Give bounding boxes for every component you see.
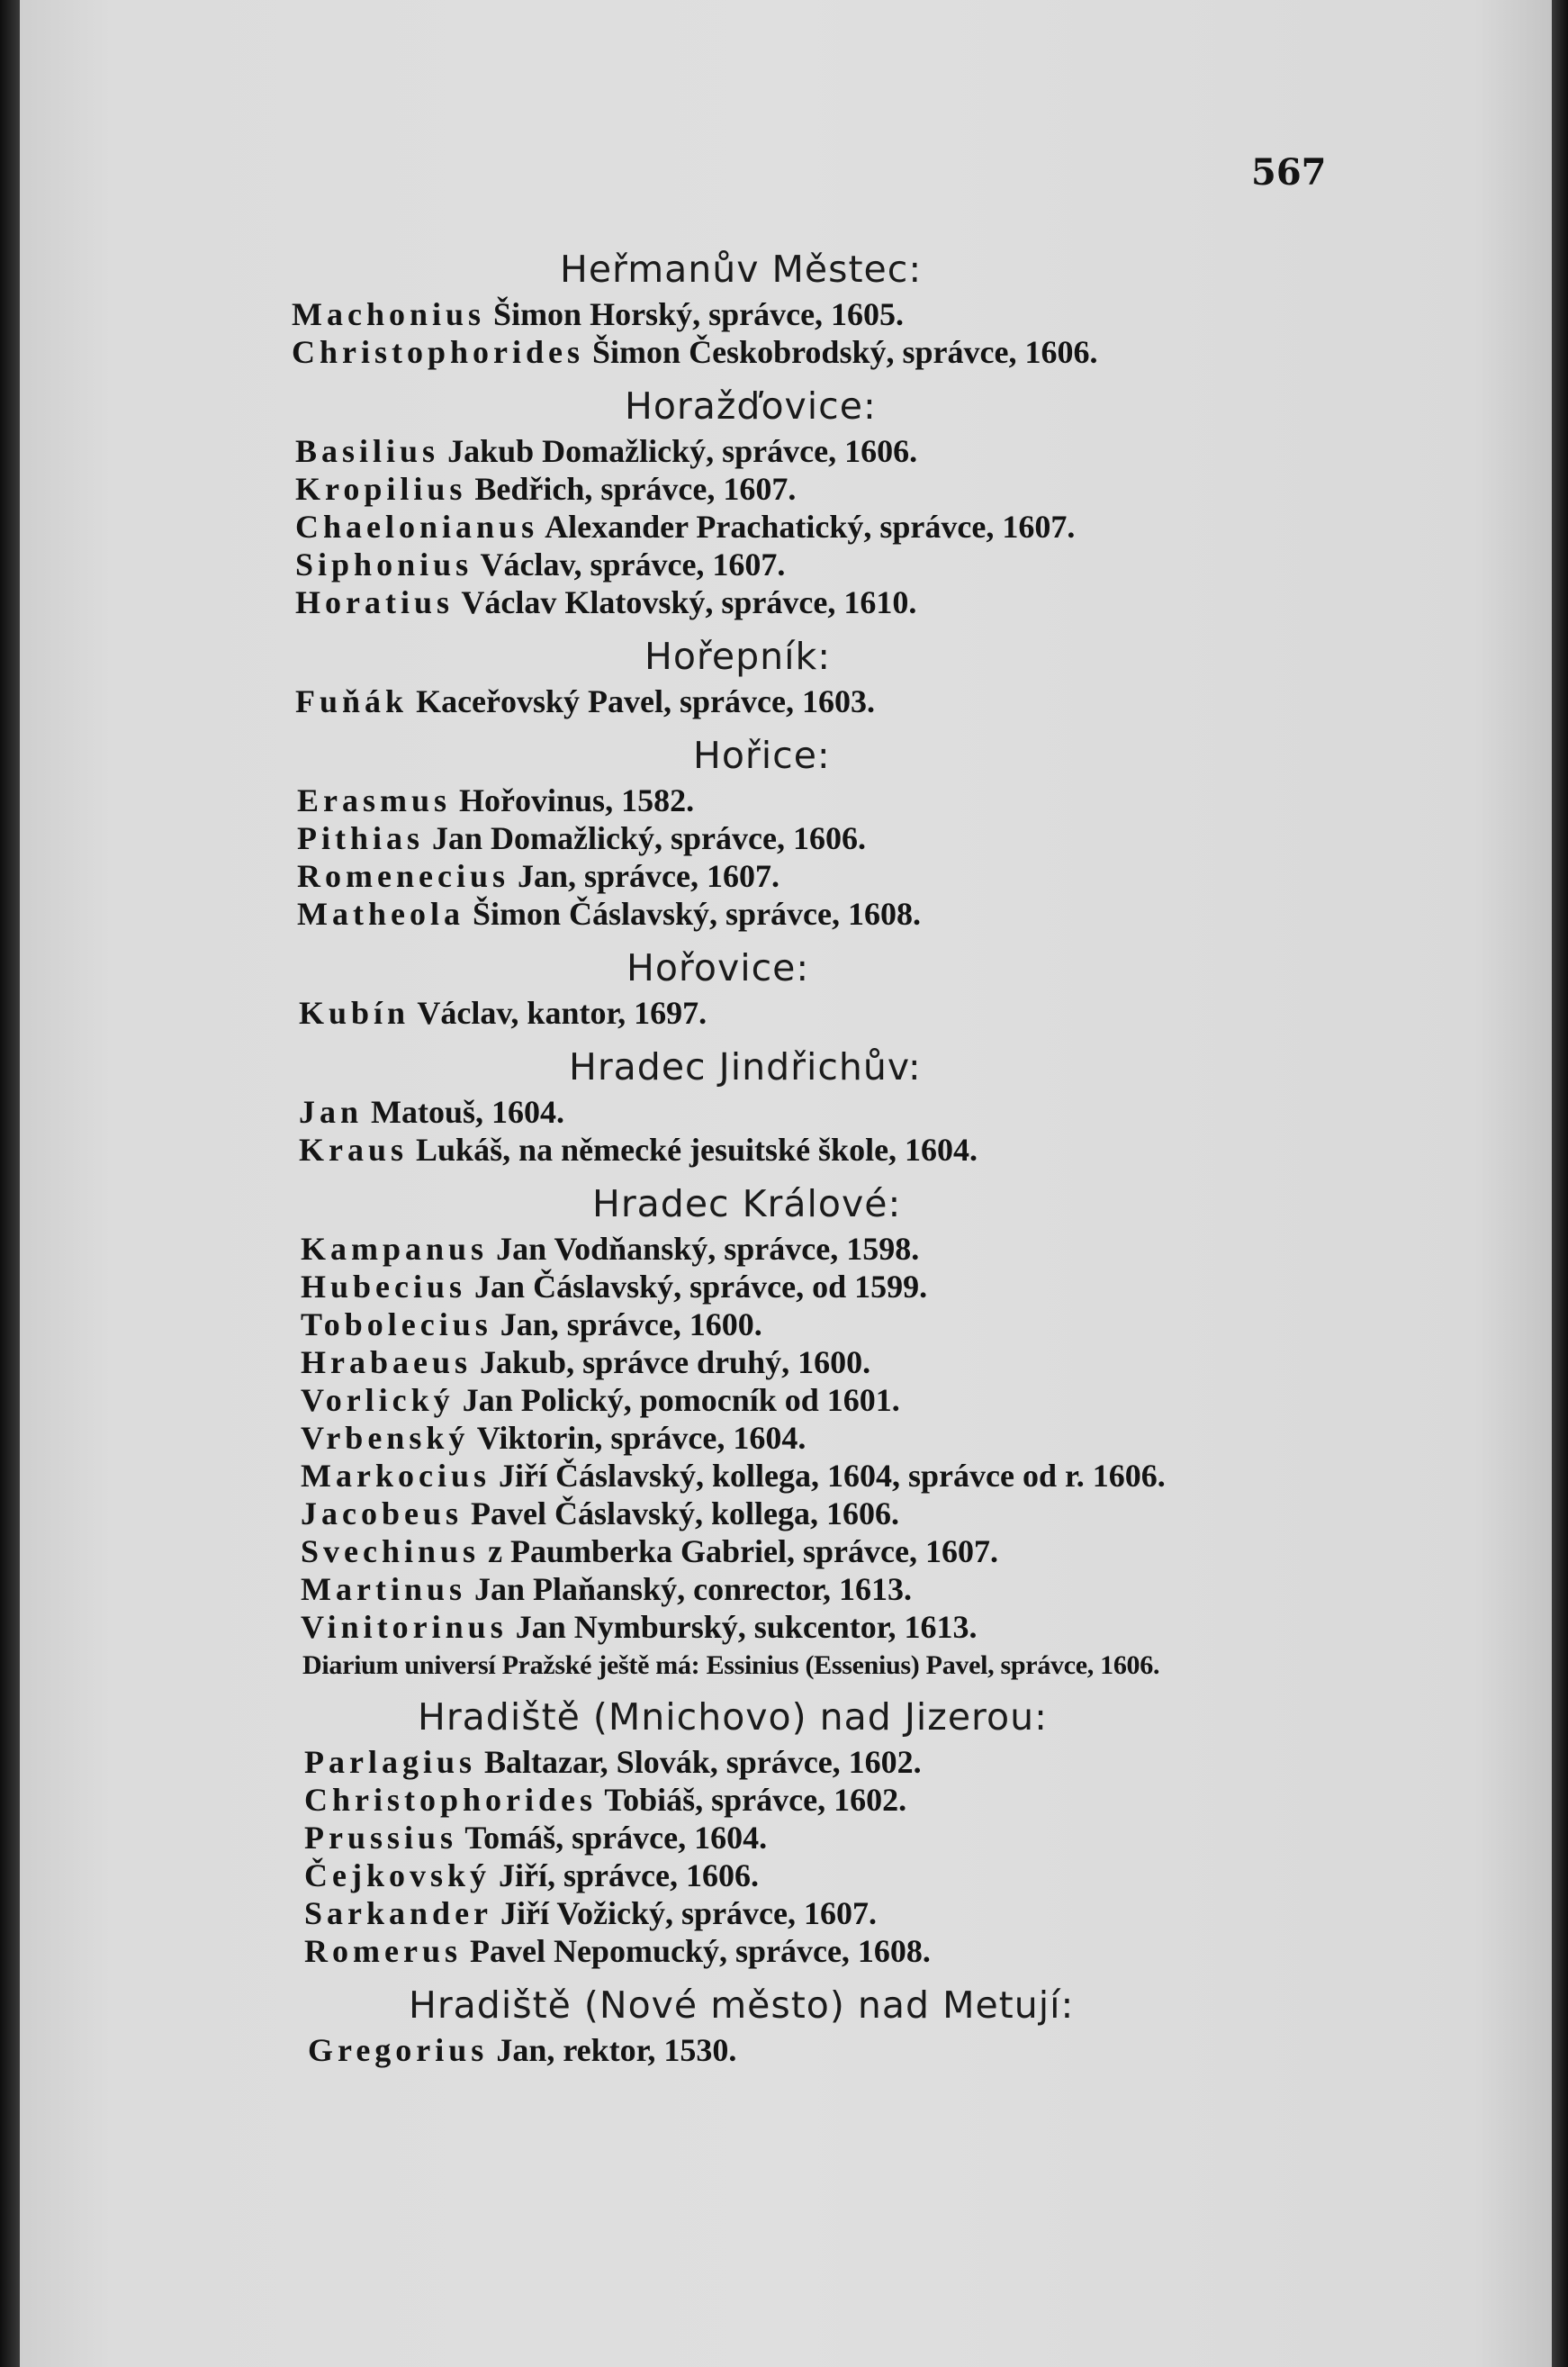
entry-surname: Christophorides bbox=[292, 334, 585, 370]
list-item bbox=[272, 1381, 1406, 1419]
entry-surname: Jan bbox=[299, 1094, 364, 1130]
entry-surname: Romerus bbox=[304, 1933, 462, 1969]
entry-text: Jan, rektor, 1530. bbox=[488, 2032, 737, 2068]
entry-text: Jan, správce, 1600. bbox=[491, 1306, 762, 1342]
page-right-shadow bbox=[1552, 0, 1568, 2367]
entry-text: Jan Domažlický, správce, 1606. bbox=[424, 820, 866, 856]
list-item bbox=[272, 1781, 1406, 1819]
list-item bbox=[272, 1343, 1406, 1381]
list-item bbox=[272, 781, 1406, 819]
list-item bbox=[272, 1305, 1406, 1343]
list-item bbox=[272, 333, 1406, 371]
entry-surname: Siphonius bbox=[295, 547, 473, 583]
list-item bbox=[272, 1819, 1406, 1857]
entry-text: Jiří Čáslavský, kollega, 1604, správce od r. 1606. bbox=[491, 1458, 1166, 1494]
entry-text: Jan Vodňanský, správce, 1598. bbox=[488, 1231, 920, 1267]
section-heading: Hořepník: bbox=[644, 635, 832, 678]
entry-text: Šimon Horský, správce, 1605. bbox=[485, 296, 905, 332]
list-item bbox=[272, 432, 1406, 470]
entry-text: Václav, kantor, 1697. bbox=[410, 995, 707, 1031]
section-heading: Hořice: bbox=[693, 734, 831, 777]
entry-text: Hořovinus, 1582. bbox=[451, 782, 695, 818]
entry-text: Jan, správce, 1607. bbox=[509, 858, 779, 894]
entry-text: Šimon Čáslavský, správce, 1608. bbox=[464, 896, 922, 932]
entry-text: Václav Klatovský, správce, 1610. bbox=[454, 584, 917, 620]
section-hradec-kralove bbox=[272, 1178, 1406, 1685]
footnote: Diarium universí Pražské ještě má: Essinius (Essenius) Pavel, správce, 1606. bbox=[302, 1650, 1160, 1680]
list-item bbox=[272, 546, 1406, 583]
list-item bbox=[272, 1894, 1406, 1932]
entry-text: Lukáš, na německé jesuitské škole, 1604. bbox=[408, 1132, 978, 1168]
entry-text: z Paumberka Gabriel, správce, 1607. bbox=[480, 1533, 998, 1569]
book-page bbox=[20, 0, 1552, 2367]
list-item bbox=[272, 508, 1406, 546]
entry-text: Tomáš, správce, 1604. bbox=[457, 1820, 768, 1856]
entry-surname: Vrbenský bbox=[301, 1420, 470, 1456]
list-item bbox=[272, 1093, 1406, 1131]
entry-surname: Pithias bbox=[297, 820, 425, 856]
entry-text: Jan Plaňanský, conrector, 1613. bbox=[466, 1571, 913, 1607]
entry-text: Baltazar, Slovák, správce, 1602. bbox=[476, 1744, 922, 1780]
entry-surname: Kropilius bbox=[295, 471, 467, 507]
list-item bbox=[272, 1857, 1406, 1894]
list-item bbox=[272, 295, 1406, 333]
entry-text: Matouš, 1604. bbox=[363, 1094, 565, 1130]
entry-text: Jiří Vožický, správce, 1607. bbox=[492, 1895, 878, 1931]
entry-surname: Matheola bbox=[297, 896, 464, 932]
section-hermanuv-mestec bbox=[272, 243, 1406, 371]
entry-surname: Čejkovský bbox=[304, 1857, 491, 1893]
entry-text: Jakub Domažlický, správce, 1606. bbox=[439, 433, 918, 469]
entry-surname: Machonius bbox=[292, 296, 486, 332]
entry-surname: Hubecius bbox=[301, 1269, 467, 1305]
list-item bbox=[272, 1230, 1406, 1268]
section-hradiste-nove-mesto bbox=[272, 1979, 1406, 2069]
entry-surname: Vorlický bbox=[301, 1382, 455, 1418]
entry-text: Alexander Prachatický, správce, 1607. bbox=[538, 509, 1076, 545]
section-heading: Hořovice: bbox=[626, 946, 810, 989]
list-item bbox=[272, 1457, 1406, 1495]
list-item bbox=[272, 583, 1406, 621]
list-item bbox=[272, 857, 1406, 895]
entry-surname: Horatius bbox=[295, 584, 455, 620]
section-heading: Hradec Králové: bbox=[592, 1182, 902, 1225]
entry-surname: Erasmus bbox=[297, 782, 452, 818]
section-hradiste-mnichovo bbox=[272, 1691, 1406, 1970]
list-item bbox=[272, 895, 1406, 933]
list-item bbox=[272, 1570, 1406, 1608]
entry-text: Václav, správce, 1607. bbox=[473, 547, 786, 583]
entry-text: Jiří, správce, 1606. bbox=[491, 1857, 759, 1893]
list-item bbox=[272, 819, 1406, 857]
list-item bbox=[272, 1932, 1406, 1970]
section-heading: Heřmanův Městec: bbox=[560, 248, 923, 291]
list-item bbox=[272, 1268, 1406, 1305]
entry-text: Pavel Nepomucký, správce, 1608. bbox=[461, 1933, 931, 1969]
entry-surname: Sarkander bbox=[304, 1895, 493, 1931]
entry-surname: Prussius bbox=[304, 1820, 458, 1856]
list-item bbox=[272, 1608, 1406, 1646]
section-heading: Hradiště (Nové město) nad Metují: bbox=[409, 1983, 1075, 2027]
section-horepnik bbox=[272, 630, 1406, 720]
entry-surname: Tobolecius bbox=[301, 1306, 492, 1342]
list-item bbox=[272, 2031, 1406, 2069]
entry-surname: Vinitorinus bbox=[301, 1609, 508, 1645]
entry-surname: Fuňák bbox=[295, 683, 409, 719]
section-horazdovice bbox=[272, 380, 1406, 621]
entry-surname: Markocius bbox=[301, 1458, 491, 1494]
entry-surname: Kraus bbox=[299, 1132, 409, 1168]
entry-surname: Chaelonianus bbox=[295, 509, 539, 545]
entry-text: Jan Nymburský, sukcentor, 1613. bbox=[507, 1609, 978, 1645]
entry-text: Jakub, správce druhý, 1600. bbox=[472, 1344, 871, 1380]
section-horovice bbox=[272, 942, 1406, 1032]
section-heading: Hradiště (Mnichovo) nad Jizerou: bbox=[418, 1695, 1048, 1739]
entry-surname: Svechinus bbox=[301, 1533, 481, 1569]
entry-surname: Basilius bbox=[295, 433, 440, 469]
list-item bbox=[272, 470, 1406, 508]
list-item bbox=[272, 1532, 1406, 1570]
entry-surname: Hrabaeus bbox=[301, 1344, 473, 1380]
list-item bbox=[272, 1495, 1406, 1532]
section-hradec-jindrichuv bbox=[272, 1041, 1406, 1169]
section-heading: Hradec Jindřichův: bbox=[569, 1045, 922, 1089]
page-left-shadow bbox=[0, 0, 20, 2367]
page-content bbox=[272, 243, 1406, 2069]
entry-surname: Jacobeus bbox=[301, 1495, 464, 1531]
list-item bbox=[272, 682, 1406, 720]
entry-text: Pavel Čáslavský, kollega, 1606. bbox=[463, 1495, 900, 1531]
section-horice bbox=[272, 729, 1406, 933]
entry-surname: Kampanus bbox=[301, 1231, 489, 1267]
entry-surname: Gregorius bbox=[308, 2032, 489, 2068]
entry-surname: Kubín bbox=[299, 995, 410, 1031]
entry-text: Jan Polický, pomocník od 1601. bbox=[454, 1382, 900, 1418]
entry-text: Bedřich, správce, 1607. bbox=[466, 471, 797, 507]
list-item bbox=[272, 1131, 1406, 1169]
page-number: 567 bbox=[1251, 151, 1327, 194]
entry-text: Viktorin, správce, 1604. bbox=[469, 1420, 807, 1456]
entry-surname: Martinus bbox=[301, 1571, 466, 1607]
list-item bbox=[272, 1419, 1406, 1457]
entry-text: Jan Čáslavský, správce, od 1599. bbox=[466, 1269, 928, 1305]
list-item bbox=[272, 994, 1406, 1032]
entry-surname: Christophorides bbox=[304, 1782, 598, 1818]
entry-text: Šimon Českobrodský, správce, 1606. bbox=[584, 334, 1098, 370]
section-heading: Horažďovice: bbox=[625, 384, 877, 428]
entry-text: Kaceřovský Pavel, správce, 1603. bbox=[408, 683, 875, 719]
list-item bbox=[272, 1743, 1406, 1781]
entry-surname: Parlagius bbox=[304, 1744, 477, 1780]
entry-text: Tobiáš, správce, 1602. bbox=[597, 1782, 907, 1818]
entry-surname: Romenecius bbox=[297, 858, 509, 894]
